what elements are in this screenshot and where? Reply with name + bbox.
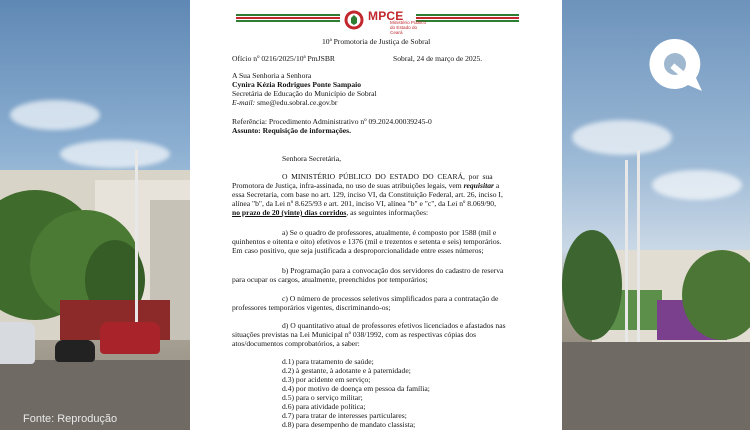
salutation: Senhora Secretária, bbox=[282, 154, 342, 163]
letterhead-stripe bbox=[416, 14, 519, 16]
letterhead-stripe bbox=[236, 14, 340, 16]
item-a-line: quinhentos e oitenta e oito) efetivos e 1376 (mil e trezentos e setenta e seis) temporários. bbox=[232, 237, 502, 246]
addressee-email bbox=[232, 99, 337, 107]
subitem: d.7) para tratar de interesses particulares; bbox=[282, 411, 407, 420]
item-d-line: atos/documentos comprobatórios, a saber: bbox=[232, 339, 360, 348]
document-page bbox=[190, 0, 562, 430]
brand-logo-icon bbox=[644, 35, 706, 93]
item-b-line: para ocupar os cargos, atualmente, preenchidos por temporários; bbox=[232, 275, 428, 284]
oficio-number: Ofício nº 0216/2025/10ª PmJSBR bbox=[232, 54, 335, 63]
letterhead-stripe bbox=[236, 20, 340, 22]
subitem: d.3) por acidente em serviço; bbox=[282, 375, 371, 384]
coat-of-arms-icon bbox=[344, 9, 364, 31]
item-c-line: professores temporários vigentes, discriminando-os; bbox=[232, 303, 391, 312]
background-photo-left bbox=[0, 0, 190, 430]
subitem: d.8) para desempenho de mandato classista; bbox=[282, 420, 416, 429]
intro-line bbox=[232, 209, 428, 217]
intro-text: , as seguintes informações: bbox=[346, 208, 429, 217]
letterhead-stripe bbox=[416, 17, 519, 19]
item-d-line: d) O quantitativo atual de professores efetivos licenciados e afastados nas bbox=[282, 321, 506, 330]
street-lamp-pole bbox=[135, 150, 138, 350]
cloud bbox=[60, 140, 170, 168]
intro-line: O MINISTÉRIO PÚBLICO DO ESTADO DO CEARÁ, por sua bbox=[282, 172, 493, 181]
letterhead bbox=[190, 6, 562, 35]
cloud bbox=[572, 120, 672, 155]
org-acronym: MPCE bbox=[368, 9, 404, 23]
subitem: d.1) para tratamento de saúde; bbox=[282, 357, 374, 366]
intro-emphasis: requisitar bbox=[463, 181, 494, 190]
subitem: d.4) por motivo de doença em pessoa da família; bbox=[282, 384, 430, 393]
item-a-line: Em caso positivo, que seja justificada a desproporcionalidade entre esses números; bbox=[232, 246, 484, 255]
intro-line: essa Secretaria, com base no art. 129, inciso VI, da Constituição Federal, art. 26, inciso I, bbox=[232, 190, 503, 199]
email-address: sme@edu.sobral.ce.gov.br bbox=[255, 98, 338, 107]
reference-line: Referência: Procedimento Administrativo nº 09.2024.00039245-0 bbox=[232, 117, 432, 126]
tree bbox=[562, 230, 622, 340]
street-lamp-pole bbox=[625, 160, 628, 345]
photo-credit: Fonte: Reprodução bbox=[23, 413, 118, 425]
cloud bbox=[652, 170, 742, 200]
item-d-line: situações previstas na Lei Municipal nº 038/1992, com as respectivas cópias dos bbox=[232, 330, 477, 339]
item-b-line: b) Programação para a convocação dos servidores do cadastro de reserva bbox=[282, 266, 504, 275]
addressee-name: Cynira Kézia Rodrigues Ponte Sampaio bbox=[232, 80, 362, 89]
document-date: Sobral, 24 de março de 2025. bbox=[393, 54, 483, 63]
subject-line: Assunto: Requisição de informações. bbox=[232, 126, 351, 135]
road bbox=[562, 342, 750, 430]
letterhead-stripe bbox=[236, 17, 340, 19]
street-lamp-pole bbox=[637, 150, 640, 345]
letterhead-stripe bbox=[416, 20, 519, 22]
item-a-line: a) Se o quadro de professores, atualmente, é composto por 1588 (mil e bbox=[282, 228, 497, 237]
item-c-line: c) O número de processos seletivos simplificados para a contratação de bbox=[282, 294, 499, 303]
addressee-line: A Sua Senhoria a Senhora bbox=[232, 71, 312, 80]
addressee-role: Secretária de Educação do Município de Sobral bbox=[232, 89, 377, 98]
email-label: E-mail: bbox=[232, 98, 256, 107]
subitem: d.5) para o serviço militar; bbox=[282, 393, 363, 402]
subitem: d.2) à gestante, à adotante e à paternidade; bbox=[282, 366, 411, 375]
cloud bbox=[10, 100, 100, 130]
car bbox=[100, 322, 160, 354]
motorcycle bbox=[55, 340, 95, 362]
car bbox=[0, 322, 35, 364]
org-fullname: Ministério Público do Estado do Ceará bbox=[390, 20, 426, 35]
deadline-text: no prazo de 20 (vinte) dias corridos bbox=[232, 208, 347, 217]
promotoria-header: 10ª Promotoria de Justiça de Sobral bbox=[322, 37, 431, 46]
subitem: d.6) para atividade política; bbox=[282, 402, 366, 411]
intro-text: Promotora de Justiça, infra-assinada, no uso de suas atribuições legais, vem bbox=[232, 181, 464, 190]
intro-text: a bbox=[493, 181, 500, 190]
intro-line: alínea "b", da Lei nº 8.625/93 e art. 201, inciso VI, alínea "b" e "c", da Lei nº 8.069/90, bbox=[232, 199, 496, 208]
